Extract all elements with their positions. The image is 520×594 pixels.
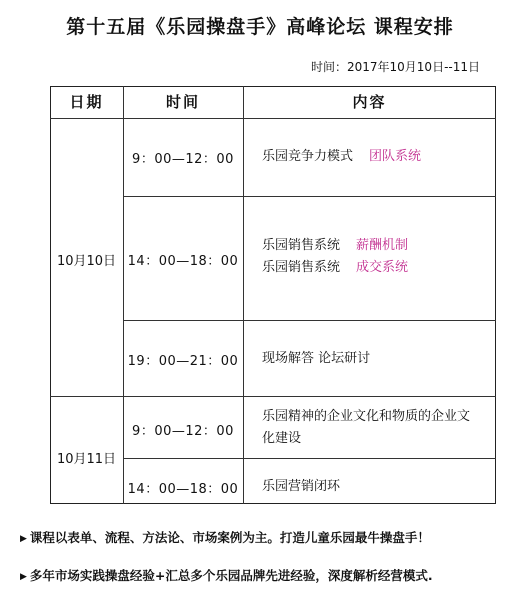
row-divider [123, 458, 496, 459]
content-cell [262, 235, 408, 279]
session-highlight: 团队系统 [369, 149, 422, 164]
session-topic: 乐园销售系统 [262, 260, 341, 275]
session-topic: 乐园销售系统 [262, 238, 341, 253]
content-cell [262, 476, 340, 498]
session-topic: 乐园精神的企业文化和物质的企业文化建设 [262, 409, 471, 446]
session-highlight: 成交系统 [356, 260, 409, 275]
column-header-content: 内容 [352, 93, 387, 111]
content-cell [262, 348, 370, 370]
note-text: 多年市场实践操盘经验+汇总多个乐园品牌先进经验，深度解析经营模式. [29, 568, 433, 583]
session-topic: 现场解答 论坛研讨 [262, 351, 371, 366]
date-cell: 10月10日 [56, 254, 117, 269]
event-time: 时间：2017年10月10日--11日 [310, 60, 480, 74]
session-topic: 乐园竞争力模式 [262, 149, 354, 164]
session-highlight: 薪酬机制 [356, 238, 409, 253]
content-cell [262, 146, 421, 168]
session-topic: 乐园营销闭环 [262, 479, 341, 494]
note-line [20, 528, 430, 546]
triangle-right-icon: ▶ [20, 572, 27, 582]
row-divider [123, 320, 496, 321]
column-divider-time [243, 86, 244, 504]
time-cell: 14：00—18：00 [127, 254, 239, 269]
header-divider [50, 118, 496, 119]
day-divider [50, 396, 496, 397]
row-divider [123, 196, 496, 197]
time-cell: 14：00—18：00 [127, 482, 239, 497]
list-item [262, 257, 408, 279]
time-cell: 19：00—21：00 [127, 354, 239, 369]
date-cell: 10月11日 [56, 452, 117, 467]
column-header-time: 时间 [165, 93, 200, 111]
triangle-right-icon: ▶ [20, 534, 27, 544]
page-title: 第十五届《乐园操盘手》高峰论坛 课程安排 [66, 16, 454, 38]
column-header-date: 日期 [69, 93, 104, 111]
time-cell: 9：00—12：00 [132, 152, 234, 167]
note-text: 课程以表单、流程、方法论、市场案例为主。打造儿童乐园最牛操盘手！ [29, 530, 430, 545]
content-cell [262, 406, 482, 450]
time-cell: 9：00—12：00 [132, 424, 234, 439]
list-item [262, 235, 408, 257]
note-line [20, 566, 433, 584]
